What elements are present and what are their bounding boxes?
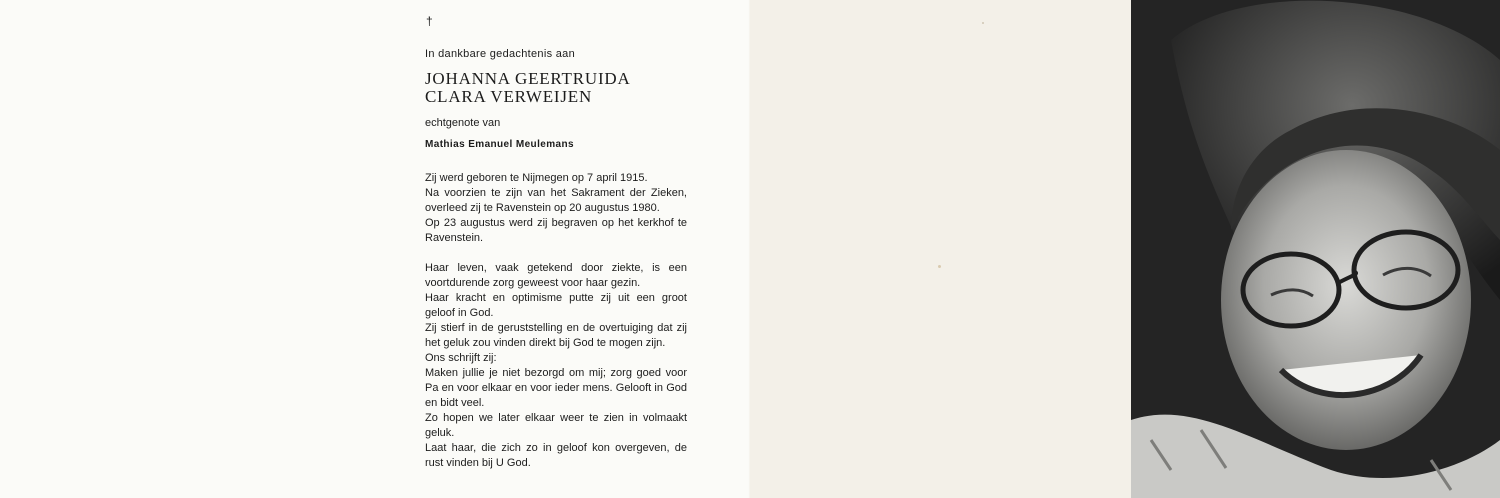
memorial-text bbox=[425, 14, 687, 471]
intro-line: In dankbare gedachtenis aan bbox=[425, 48, 575, 60]
paper-speck bbox=[938, 265, 941, 268]
spouse-label: echtgenote van bbox=[425, 117, 501, 129]
name-line-1: JOHANNA GEERTRUIDA bbox=[425, 69, 631, 88]
cross-icon: † bbox=[426, 14, 433, 28]
bio-paragraph: Op 23 augustus werd zij begraven op het kerkhof te Ravenstein. bbox=[425, 217, 687, 244]
tribute-paragraph: Maken jullie je niet bezorgd om mij; zorg goed voor Pa en voor elkaar en voor ieder mens. Gelooft in God en bidt veel. bbox=[425, 367, 687, 409]
tribute-section bbox=[425, 261, 687, 471]
bio-paragraph: Na voorzien te zijn van het Sakrament der Zieken, overleed zij te Ravenstein op 20 augustus 1980. bbox=[425, 187, 687, 214]
tribute-paragraph: Zij stierf in de geruststelling en de overtuiging dat zij het geluk zou vinden direkt bij God te mogen zijn. bbox=[425, 322, 687, 349]
portrait-photo-image bbox=[1131, 0, 1500, 498]
portrait-photo bbox=[1131, 0, 1500, 498]
tribute-paragraph: Zo hopen we later elkaar weer te zien in volmaakt geluk. bbox=[425, 412, 687, 439]
tribute-paragraph: Haar kracht en optimisme putte zij uit een groot geloof in God. bbox=[425, 292, 687, 319]
spouse-name: Mathias Emanuel Meulemans bbox=[425, 139, 574, 150]
tribute-paragraph: Ons schrijft zij: bbox=[425, 352, 497, 364]
paper-speck bbox=[982, 22, 984, 24]
bio-section bbox=[425, 171, 687, 246]
deceased-name bbox=[425, 70, 687, 106]
name-line-2: CLARA VERWEIJEN bbox=[425, 87, 593, 106]
tribute-paragraph: Haar leven, vaak getekend door ziekte, is een voortdurende zorg geweest voor haar gezin. bbox=[425, 262, 687, 289]
bio-paragraph: Zij werd geboren te Nijmegen op 7 april 1915. bbox=[425, 172, 648, 184]
tribute-paragraph: Laat haar, die zich zo in geloof kon overgeven, de rust vinden bij U God. bbox=[425, 442, 687, 469]
